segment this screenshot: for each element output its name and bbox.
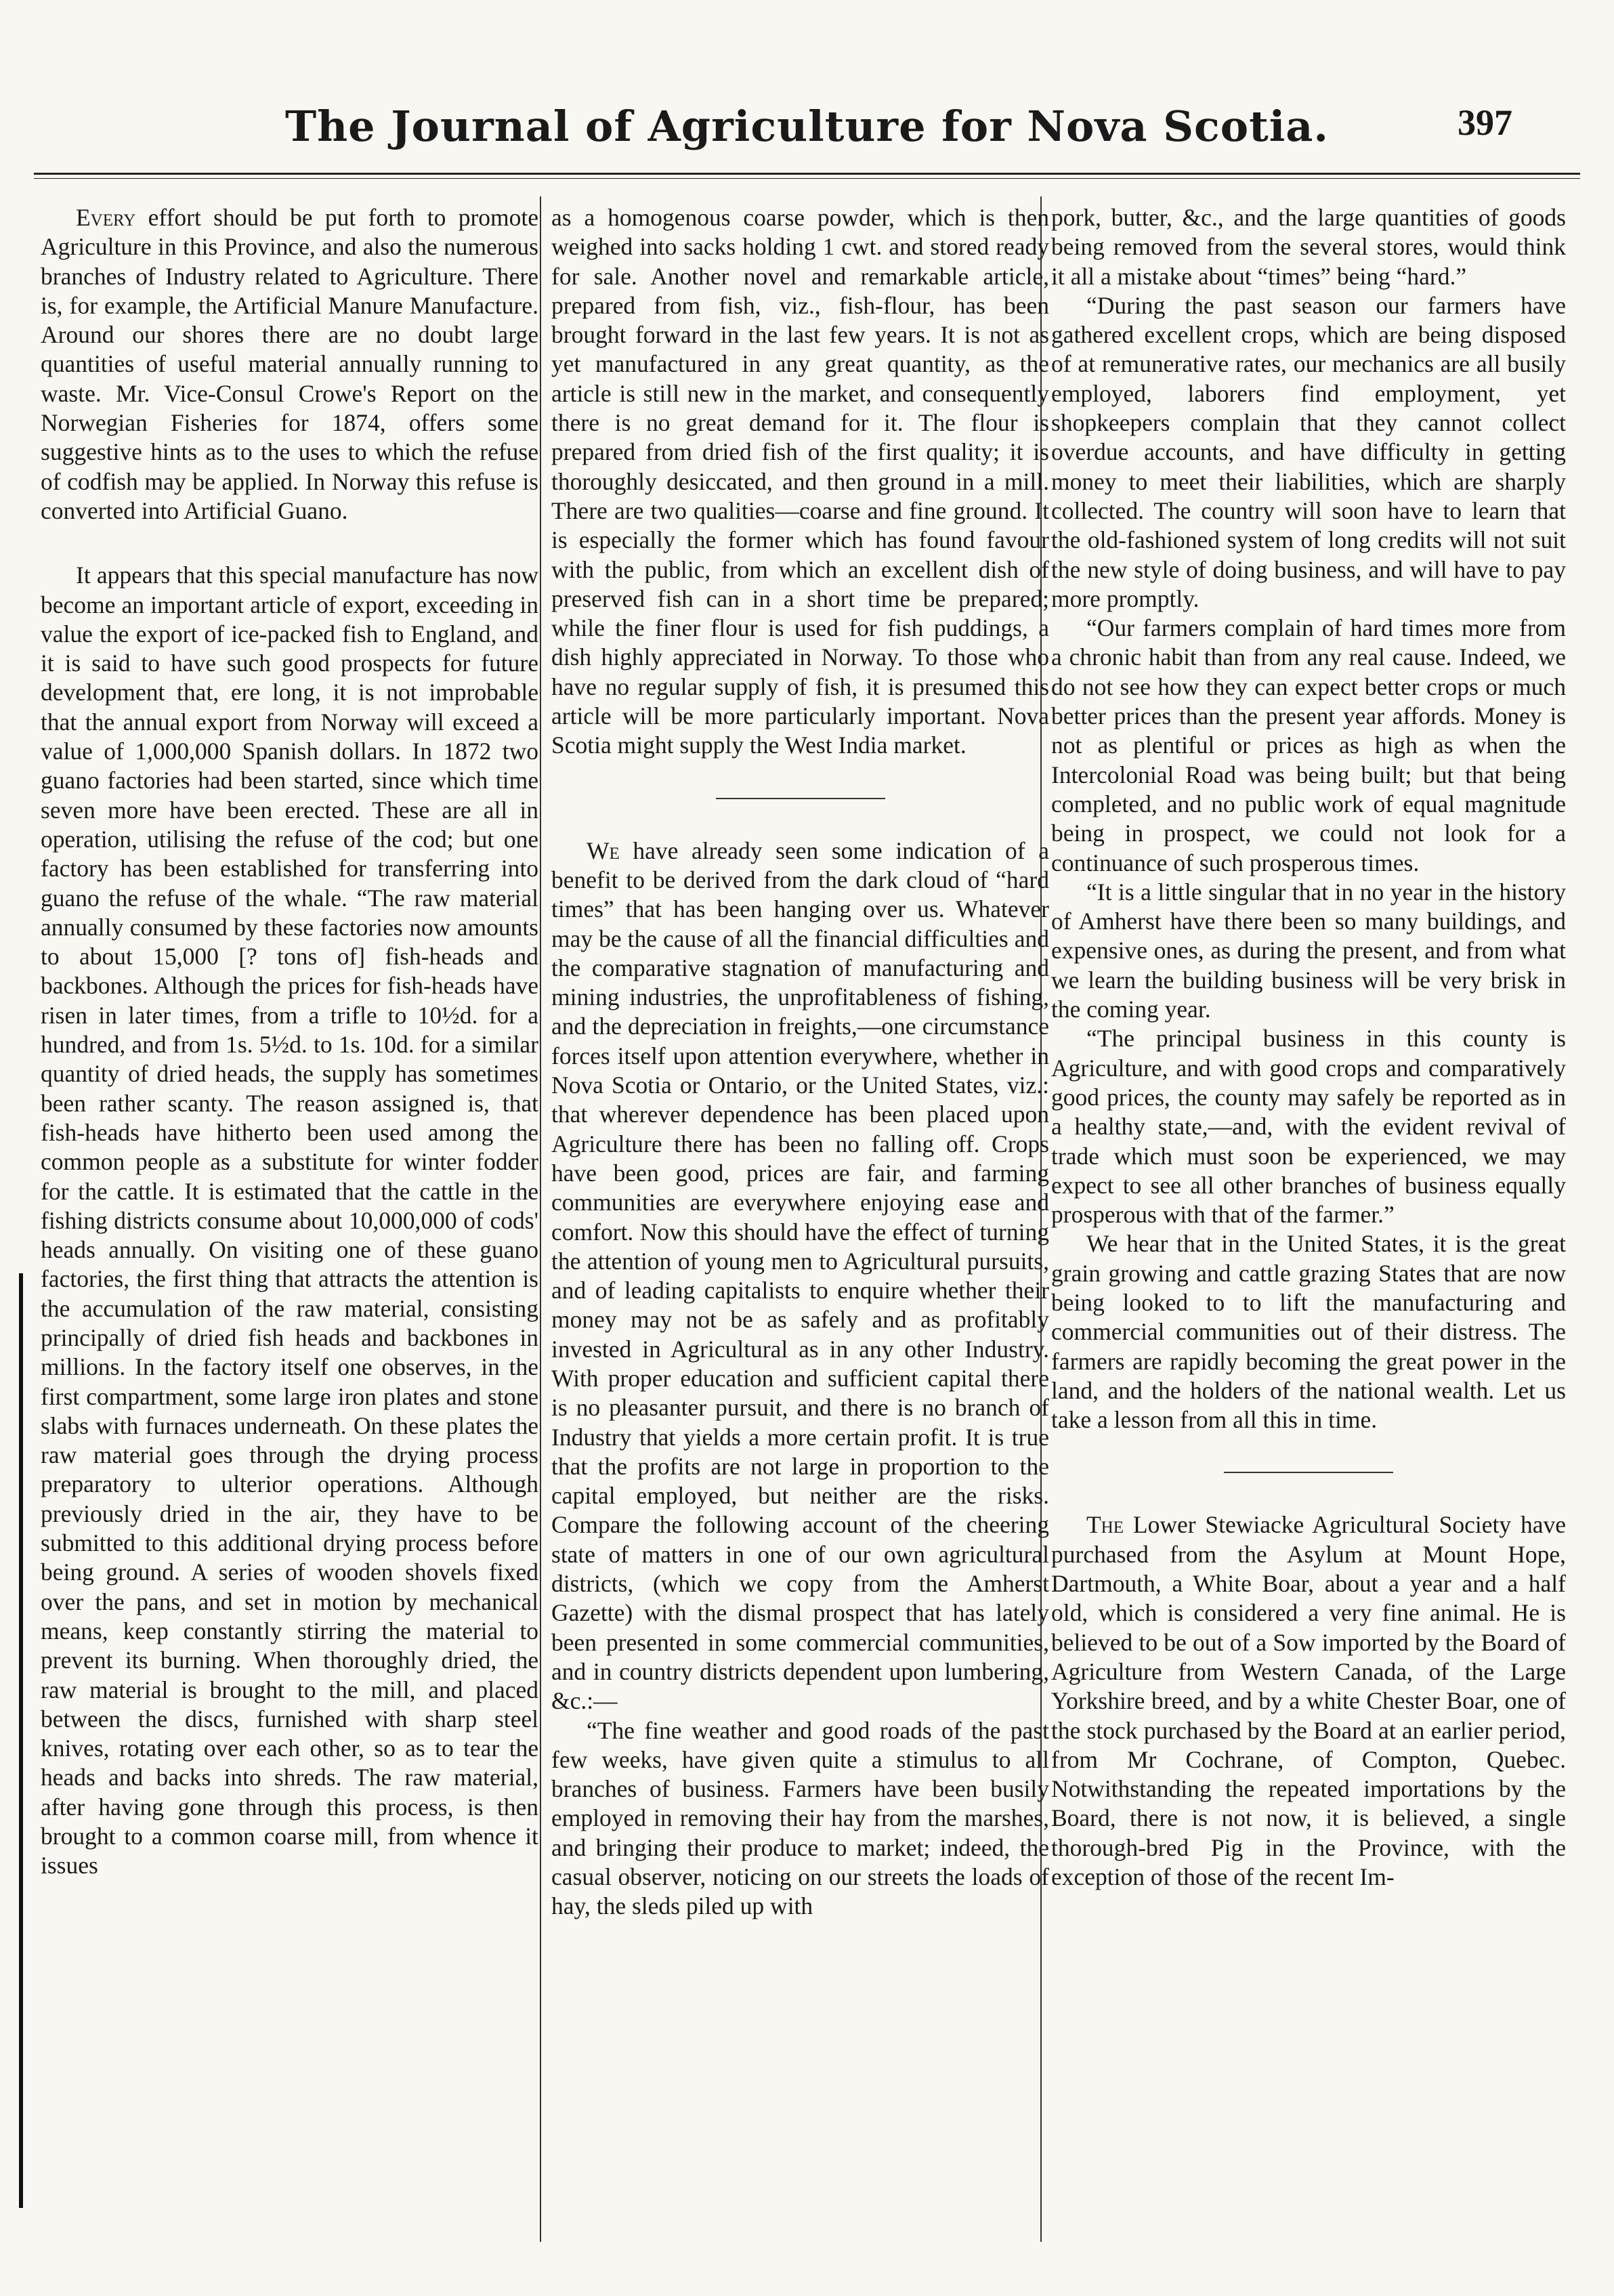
paragraph-text: effort should be put forth to promote Agriculture in this Province, and also the numerous branches of Industry related to Agriculture. There is, for example, the Artificial Manure Manufacture. Around our shores there are no doubt large quantities of useful material annually running to waste. Mr. Vice-Consul Crowe's Report on the Norwegian Fisheries for 1874, offers some suggestive hints as to the uses to which the refuse of codfish may be applied. In Norway this refuse is converted into Artificial Guano.: [41, 204, 538, 524]
paragraph-text: Lower Stewiacke Agricultural Society have purchased from the Asylum at Mount Hope, Dartmouth, a White Boar, about a year and a half old, which is considered a very fine animal. He is believed to be out of a Sow imported by the Board of Agriculture from Western Canada, of the Large Yorkshire breed, and by a white Chester Boar, one of the stock purchased by the Board at an earlier period, from Mr Cochrane, of Compton, Quebec. Notwithstanding the repeated importations by the Board, there is not now, it is believed, a single thorough-bred Pig in the Province, with the exception of those of the recent Im-: [1051, 1511, 1566, 1891]
article-paragraph: “Our farmers complain of hard times more from a chronic habit than from any real cause. Indeed, we do not see how they can expect better crops or much better prices than the present year affords. Money is not as plentiful or prices as high as when the Intercolonial Road was being built; but that being completed, and no public work of equal magnitude being in prospect, we could not look for a continuance of such prosperous times.: [1051, 614, 1566, 876]
article-paragraph: “It is a little singular that in no year in the history of Amherst have there been so many buildings, and expensive ones, as during the present, and from what we learn the building business will be very brisk in the coming year.: [1051, 878, 1566, 1023]
article-paragraph: [41, 203, 538, 526]
column-divider: [540, 196, 541, 2242]
article-paragraph: pork, butter, &c., and the large quantities of goods being removed from the several stores, would think it all a mistake about “times” being “hard.”: [1051, 204, 1566, 290]
journal-title: The Journal of Agriculture for Nova Scotia.: [284, 102, 1330, 151]
header-rule-thin: [34, 178, 1580, 179]
column-1: [41, 203, 538, 1881]
lead-word: Every: [76, 204, 136, 231]
article-paragraph: “During the past season our farmers have gathered excellent crops, which are being disposed of at remunerative rates, our mechanics are all busily employed, laborers find employment, yet shopkeepers complain that they cannot collect overdue accounts, and have difficulty in getting money to meet their liabilities, which are sharply collected. The country will soon have to learn that the old-fashioned system of long credits will not suit the new style of doing business, and will have to pay more promptly.: [1051, 291, 1566, 612]
article-paragraph: [551, 836, 1049, 1716]
header-rule: [34, 173, 1580, 175]
margin-bar: [19, 1273, 23, 2208]
section-separator: [1224, 1472, 1393, 1473]
article-paragraph: “The fine weather and good roads of the past few weeks, have given quite a stimulus to all branches of business. Farmers have been busily employed in removing their hay from the marshes, and bringing their produce to market; indeed, the casual observer, noticing on our streets the loads of hay, the sleds piled up with: [551, 1716, 1049, 1920]
article-paragraph: It appears that this special manufacture has now become an important article of export, exceeding in value the export of ice-packed fish to England, and it is said to have such good prospects for future development that, ere long, it is not improbable that the annual export from Norway will exceed a value of 1,000,000 Spanish dollars. In 1872 two guano factories had been started, since which time seven more have been erected. These are all in operation, utilising the refuse of the cod; but one factory has been established for transferring into guano the refuse of the whale. “The raw material annually consumed by these factories now amounts to about 15,000 [? tons of] fish-heads and backbones. Although the prices for fish-heads have risen in later times, from a trifle to 10½d. for a hundred, and from 1s. 5½d. to 1s. 10d. for a similar quantity of dried heads, the supply has sometimes been rather scanty. The reason assigned is, that fish-heads have hitherto been used among the common people as a substitute for winter fodder for the cattle. It is estimated that the cattle in the fishing districts consume about 10,000,000 of cods' heads annually. On visiting one of these guano factories, the first thing that attracts the attention is the accumulation of the raw material, consisting principally of dried fish heads and backbones in millions. In the factory itself one observes, in the first compartment, some large iron plates and stone slabs with furnaces underneath. On these plates the raw material goes through the drying process preparatory to ulterior operations. Although previously dried in the air, they have to be submitted to this additional drying process before being ground. A series of wooden shovels fixed over the pans, and set in motion by mechanical means, keep constantly stirring the material to prevent its burning. When thoroughly dried, the raw material is brought to the mill, and placed between the discs, furnished with sharp steel knives, rotating over each other, so as to tear the heads and backs into shreds. The raw material, after having gone through this process, is then brought to a common coarse mill, from whence it issues: [41, 561, 538, 1879]
page-number: 397: [1458, 102, 1512, 143]
paragraph-text: have already seen some indication of a benefit to be derived from the dark cloud of “hard times” that has been hanging over us. Whatever may be the cause of all the financial difficulties and the comparative stagnation of manufacturing and mining industries, the unprofitableness of fishing, and the depreciation in freights,—one circumstance forces itself upon attention everywhere, whether in Nova Scotia or Ontario, or the United States, viz.: that wherever dependence has been placed upon Agriculture there has been no falling off. Crops have been good, prices are fair, and farming communities are everywhere enjoying ease and comfort. Now this should have the effect of turning the attention of young men to Agricultural pursuits, and of leading capitalists to enquire whether their money may not be as safely and as profitably invested in Agricultural as in any other Industry. With proper education and sufficient capital there is no pleasanter pursuit, and there is no branch of Industry that yields a more certain profit. It is true that the profits are not large in proportion to the capital employed, but neither are the risks. Compare the following account of the cheering state of matters in one of our own agricultural districts, (which we copy from the Amherst Gazette) with the dismal prospect that has lately been presented in some commercial communities, and in country districts dependent upon lumbering, &c.:—: [551, 836, 1049, 1715]
column-2: [551, 203, 1049, 1921]
column-3: [1051, 203, 1566, 1892]
article-paragraph: [1051, 1510, 1566, 1892]
section-separator: [716, 798, 885, 799]
article-paragraph: We hear that in the United States, it is the great grain growing and cattle grazing States that are now being looked to to lift the manufacturing and commercial communities out of their distress. The farmers are rapidly becoming the great power in the land, and the holders of the national wealth. Let us take a lesson from all this in time.: [1051, 1230, 1566, 1434]
article-paragraph: “The principal business in this county is Agriculture, and with good crops and comparatively good prices, the county may safely be reported as in a healthy state,—and, with the evident revival of trade which must soon be experienced, we may expect to see all other branches of business equally prosperous with that of the farmer.”: [1051, 1025, 1566, 1229]
lead-word: We: [587, 836, 620, 864]
lead-word: The: [1086, 1511, 1124, 1539]
article-paragraph: as a homogenous coarse powder, which is then weighed into sacks holding 1 cwt. and stored ready for sale. Another novel and remarkable article, prepared from fish, viz., fish-flour, has been brought forward in the last few years. It is not as yet manufactured in any great quantity, as the article is still new in the market, and consequently there is no great demand for it. The flour is prepared from dried fish of the first quality; it is thoroughly desiccated, and then ground in a mill. There are two qualities—coarse and fine ground. It is especially the former which has found favour with the public, from which an excellent dish of preserved fish can in a short time be prepared; while the finer flour is used for fish puddings, a dish highly appreciated in Norway. To those who have no regular supply of fish, it is presumed this article will be more particularly important. Nova Scotia might supply the West India market.: [551, 204, 1049, 759]
